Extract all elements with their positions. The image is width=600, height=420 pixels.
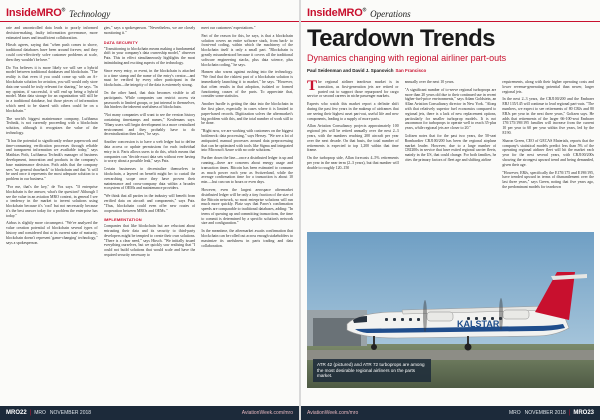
left-column-1 <box>6 26 98 404</box>
page-number: MRO22 <box>6 410 27 416</box>
footer-magazine: MRO <box>508 410 521 416</box>
section-label: Operations <box>370 9 411 19</box>
footer-magazine: MRO <box>34 410 46 416</box>
paragraph: "For me, that's the key," de Vos says. "If enterprise blockchain is the answer, what's the question? Although I see the value in an aviation MRO context, in general I see a tendency in the market to invent solutions using blockchain because it's 'cool' but not necessarily because it's the best answer today for a problem the enterprise has today." <box>6 184 98 218</box>
footer-date: NOVEMBER 2018 <box>49 410 92 416</box>
paragraph: "Not many companies will want to see the version history containing timestamps and names," Keulemans says. "Many users will begin development in a more centralized environment and they probably have to do decentralization then later," he says. <box>103 113 196 137</box>
paragraph: "We think that all parties in the industry will benefit from verified data on aircraft and components," says Patz. "Thus, blockchain could even offer new routes of cooperation between MROs and OEMs." <box>103 194 196 213</box>
paragraph: Certain businesses to decentralize themselves in blockchain, a layered on benefit might be: to curtail the overarching scope once they have proven their maintenance and cross-company data within a broader ecosystem of OEMs and maintenance providers. <box>103 167 196 191</box>
byline-location: San Francisco <box>395 68 427 73</box>
footer-separator: | <box>568 410 571 416</box>
byline <box>307 68 594 73</box>
right-column-3 <box>502 80 594 230</box>
paragraph: On the other hand, that data becomes visible to all participants. While companies can restrict access via passwords to limited groups, or just internal to themselves, this hinders the inherent usefulness of blockchain. <box>103 90 196 110</box>
right-page-header <box>301 0 600 22</box>
aircraft-photo <box>307 232 594 388</box>
paragraph: Do Vos believes it is more likely we will see a hybrid model between traditional databases and blockchain. "The reality is that even if you could come up with an A+ blockchain solution for aviation, you will would only store data one would be truly relevant for sharing," he says. "In my opinion, if successful, it will end up being a hybrid model. Main data storage for an organization will still be in a traditional database, but those pieces of information which need to be shared with others could be on a blockchain." <box>6 65 98 113</box>
paragraph: "Right now, we are working with customers on the biggest bottleneck: data processing," says Hersey. "We see a lot of antiquated, manual processes around data preprocessing that can be optimized with tools like Sigma and integrated into Microsoft Azure with no code solutions." <box>201 129 293 153</box>
paragraph: gies," says a spokesperson. "Nevertheless, we are closely monitoring it." <box>103 26 196 35</box>
paragraph: Part of the reason for this, he says, is that a blockchain solution covers an entire software stack, from back- to front-end coding, within which the machinery of the blockchain itself is only a small part. "Blockchain is greatly misunderstood because it covers all the traditional software engineering stacks, plus data science, plus blockchain coding," he says. <box>201 33 293 67</box>
article-deck: Dynamics changing with regional airliner part-outs <box>307 53 507 63</box>
paragraph: Allan Aviation Consultancy projects approximately 100 regional jets will be retired annually over the next 2–3 years, with the numbers reaching 200 aircraft per year over the next decade. On that basis, the total number of retirements is expected to top 1,200 within that time frame. <box>307 124 399 153</box>
paragraph: "It has the potential to significantly reduce paperwork and time-consuming verification processes through reliable and transparent information we availiable today," says Matthias Poth, Lufthansa Technik's manager of business development, innovation and products in the company's base maintenance division. Poth adds that the company sees "no general drawback" to blockchain and that "it will be used once it represents the most adequate solution to a problem in our business." <box>6 138 98 182</box>
brand-logo: InsideMRO® <box>307 7 367 19</box>
left-page <box>0 0 299 420</box>
paragraph: requirements, along with their higher operating costs and lower revenue-generating potential than newer, larger regional jets. <box>502 80 594 94</box>
right-column-2 <box>405 80 497 230</box>
paragraph: "Transitioning to blockchain means making a fundamental shift in your company's data ownership model," observes Patz. This in effect simultaneously highlights the most intimidating and exciting aspects of the technology. <box>103 46 196 65</box>
paragraph: Hirsch agrees, saying that "when push comes to shove, traditional databases have been around forever, and they could cost-effectively solve customer problems at scale, then they wouldn't be here." <box>6 43 98 62</box>
right-page <box>301 0 600 420</box>
left-article-body <box>6 26 293 404</box>
paragraph: The world's biggest maintenance company, Lufthansa Technik, is not currently proceeding with a blockchain solution, although it recognizes the value of the technology. <box>6 116 98 135</box>
paragraph: Hansen also warns against rushing into the technology. "We find that the riskiest part of a blockchain solution is immediately launching it to market," he says. "However, that often results in that adoption, isolated or formed functioning causes of the parts. To appreciate that, consider some statistics. <box>201 70 293 99</box>
article-title: Teardown Trends <box>307 25 495 52</box>
paragraph: meet our customers' expectations." <box>201 26 256 30</box>
footer-separator: | <box>29 410 32 416</box>
brand-logo: InsideMRO® <box>6 7 66 19</box>
paragraph: On the turboprop side, Allan forecasts 4–5% retirements per year in the near term (2–3 years), but that number will double to roughly 120–150 <box>307 156 399 170</box>
subhead-data-security: DATA SECURITY <box>103 39 138 45</box>
left-column-3 <box>201 26 293 404</box>
paragraph: Airbus is slightly more circumspect. "We've analyzed the value creation potential of blockchain several types of history and considered that at its current state of maturity, blockchain doesn't represent 'game-changing' technology," says a spokesperson. <box>6 221 98 245</box>
section-label: Technology <box>69 9 111 19</box>
left-page-header <box>0 0 299 22</box>
livery-text: KALSTAR <box>457 319 500 329</box>
paragraph: Companies that like blockchain but are reluctant about entrusting their data and its security to third-party developers might be tempted to create their own solutions. "There is a clear need," says Hirsch. "We initially issued everything ourselves, but we quickly saw realising that "I could not build solutions that would scale and have the required security necessary to <box>103 224 196 258</box>
paragraph: rate and uncontrolled data leads to poorly informed decision-making, faulty information governance, more estimated taxes and insufficient collaboration. <box>6 26 98 40</box>
left-page-footer <box>0 406 299 420</box>
paragraph: Experts who watch this market report a definite shift during the past few years in the makeup of airframes that are seeing their highest asset part-out, useful life and new components, leading to a supply of more parts. <box>307 102 399 121</box>
right-article-body <box>307 80 594 230</box>
paragraph: "However, ERJs, specifically the E170/175 and E190/195, have trended upward in terms of dismantlement over the last three years," says Green, noting that five years ago, the predominant models for teardown <box>502 170 594 189</box>
paragraph: In the next 2–3 years, the CRJ100/200 and the Embraer ERJ 135/145 will continue to lead regional part-outs. "The numbers, we expect to see retirements of 80 CRJs and 80 ERJs per year in the next three years," Goltzen says. He adds that retirements of the larger 66-100-seat Embraer 170/175/190/195 families will increase from the current 10 per year to 60 per year within five years, led by the E190. <box>502 97 594 135</box>
paragraph: "A significant number of to-serve regional turboprops are more than 20 years old due to their continued use in recent higher-fuel-price environments," says Adam Goldstein, an Allan Aviation Consultancy director in New York. "Along with that relatively superior fuel economics compared to regional jets, there is a lack of new replacement options, particularly for smaller turboprop models. It is not uncommon for turboprops to operate well to reach 35-plus years, while regional jets are closer to 20." <box>404 87 497 131</box>
paragraph: Another concession is to have a web ledger but to define data access or update permissions for each individual entry in it. Paris allows users to do this, which means that companies can "decide exact data sets without ever having to worry about a possible leak," says Patz. <box>103 140 196 164</box>
page-number: MRO23 <box>573 410 594 416</box>
paragraph: Another hurdle is getting the data into the blockchain in the first place, especially in cases where it is limited to paper-based records. Digitization solves the aftermarket's big problem with this, and the total number of work still to be done. <box>201 102 293 126</box>
footer-date: NOVEMBER 2018 <box>524 410 566 416</box>
article-title-block <box>307 26 594 73</box>
paragraph: Further down the line—once a distributed ledger is up and running—there are concerns about energy usage and transaction times. Bitcoin has been estimated to consume as much power each year as Switzerland, while the average confirmation time for a transaction is about 10 min.—but can run to hours or even days. <box>201 156 293 185</box>
paragraph: The regional airliner teardown market is in transition, as first-generation jets are retired or parted out to support those repurposed for cargo service or second careers in niche passenger markets. <box>307 80 399 99</box>
right-column-1 <box>307 80 399 230</box>
paragraph: Goltzen notes that for the past two years, the 50-seat Bombardier CRJ100/200 has been the regional airplane market leader. However, due to a large number of CRJ200s in service that have exited regional carrier fleets, mainly in the US, that could change. For both families, he cites the primary factors of fleet age and shifting airline <box>404 133 497 162</box>
right-page-footer <box>301 406 600 420</box>
dropcap: T <box>307 80 318 94</box>
byline-authors: Paul Seidenman and David J. Spanovich <box>307 68 394 73</box>
paragraph: Since every entry, or event, in the blockchain is attached to a time stamp and the name of the entry's creator—and must be verified by every other participant in the blockchain—the integrity of the data is extremely strong. <box>103 68 196 88</box>
footer-url[interactable]: AviationWeek.com/mro <box>241 410 293 416</box>
paragraph: However, even the largest aerospace aftermarket distributed ledger will be only a tiny fraction of the size of the Bitcoin network, so most enterprise solutions will run much more quickly. Platz says that Parov's confirmation speeds are comparable to traditional databases, adding: "In terms of queuing up and committing transactions, the time to commit is determined by a specific solution's network size and configuration." <box>201 187 293 226</box>
subhead-implementation: IMPLEMENTATION <box>103 217 142 223</box>
photo-caption: ATR 42 (pictured) and ATR 72 turboprops are among the most desirable regional airliners on the parts market. <box>313 359 431 382</box>
paragraph: In the meantime, the aftermarket awaits confirmation that blockchain can be rolled out across enough stakeholders to maximize its usefulness in parts trading and data collaboration. <box>201 229 293 248</box>
paragraph: Sharon Green, CEO of GECAS Materials, reports that the company's statistical models predict less than 5% of the operating regional airliner fleet will hit the market each year for the next several years, with CRJ100/200s showing the strongest upward trend and being demanded, given their age. <box>502 138 594 167</box>
left-column-2 <box>104 26 196 404</box>
paragraph: annually over the next 10 years. <box>404 80 455 84</box>
footer-url[interactable]: AviationWeek.com/mro <box>307 410 359 416</box>
